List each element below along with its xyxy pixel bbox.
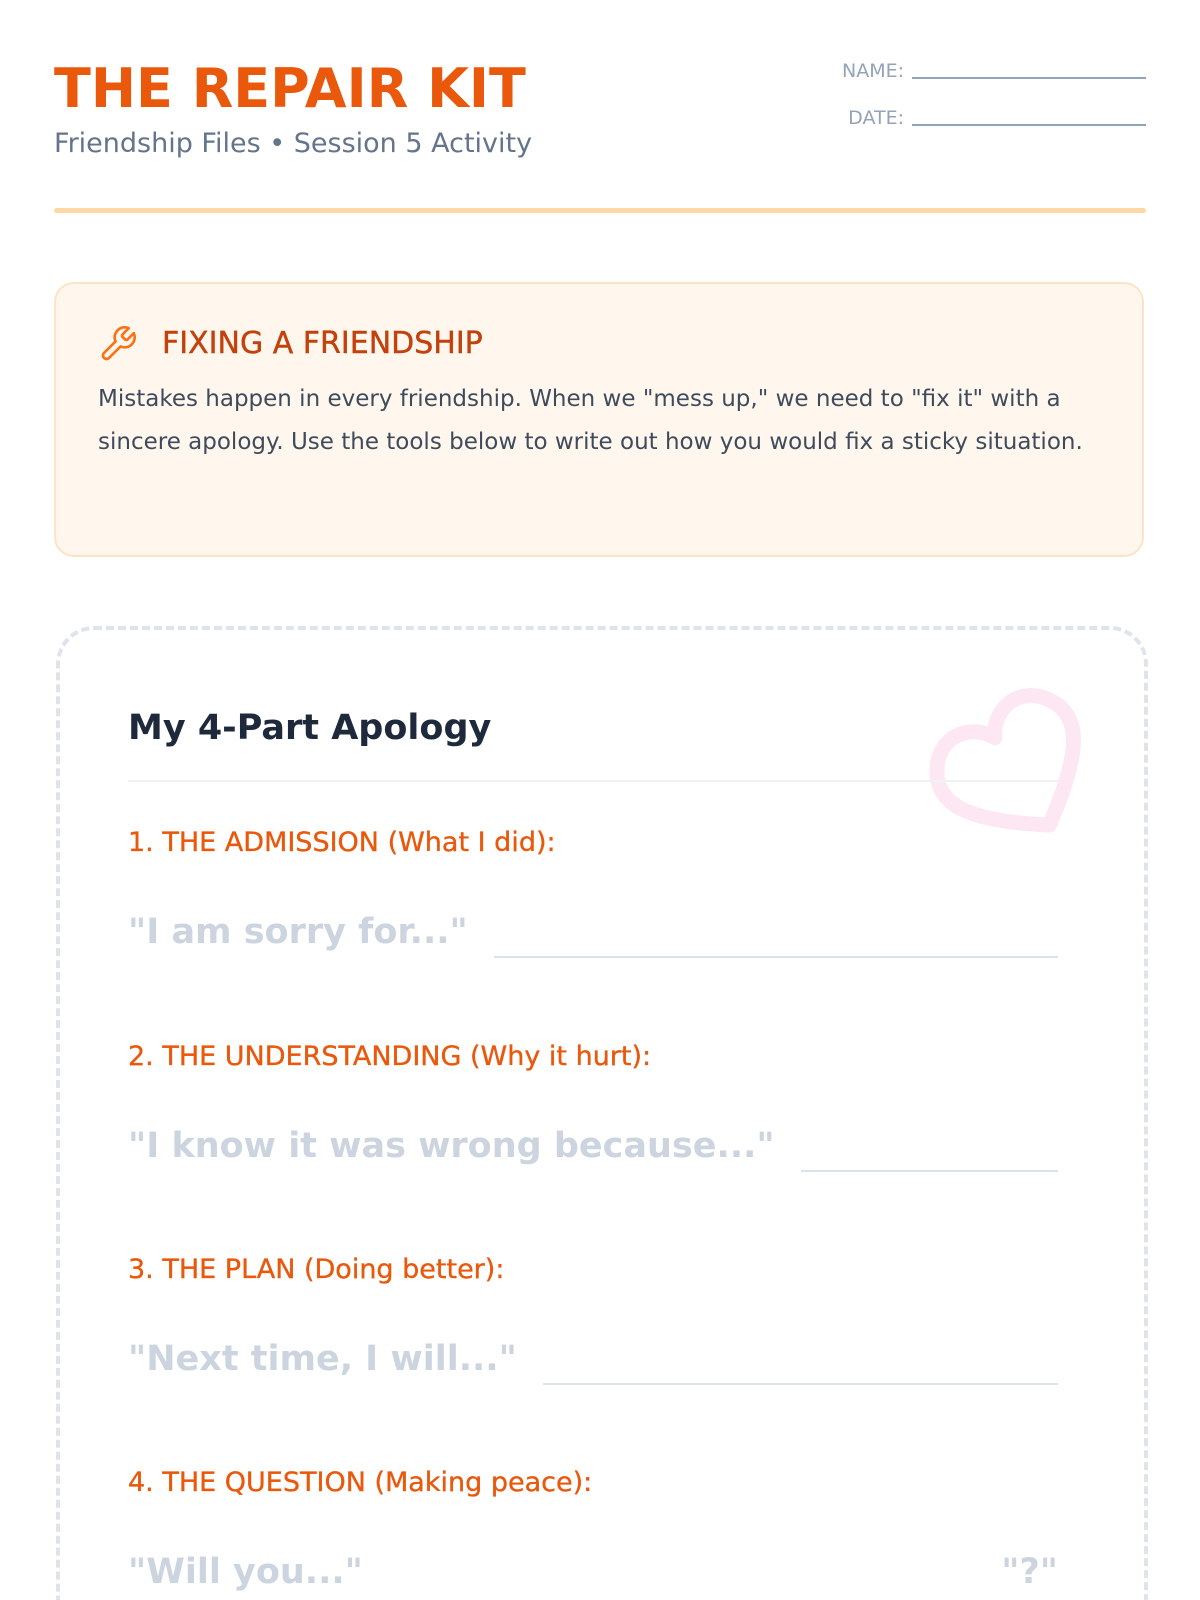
- worksheet-header: [54, 52, 1146, 212]
- page-title: THE REPAIR KIT: [54, 57, 526, 120]
- apology-title-divider: [128, 780, 1058, 782]
- apology-title: My 4-Part Apology: [128, 708, 492, 748]
- page-subtitle: Friendship Files • Session 5 Activity: [54, 128, 533, 159]
- understanding-write-line[interactable]: [801, 1170, 1058, 1172]
- name-field-row: [806, 55, 1146, 83]
- info-box-heading: [98, 324, 1100, 364]
- date-field-row: [806, 102, 1146, 130]
- apology-step-understanding: [128, 1040, 1058, 1210]
- prompt-row: [128, 904, 1058, 954]
- prompt-row: [128, 1118, 1058, 1168]
- plan-write-line[interactable]: [543, 1383, 1058, 1385]
- date-field[interactable]: [912, 122, 1146, 126]
- date-label: DATE:: [848, 107, 904, 129]
- prompt-end-mark: "?": [1001, 1552, 1058, 1592]
- apology-card: [56, 626, 1148, 1600]
- name-date-fields: [806, 55, 1146, 149]
- info-box-text: Mistakes happen in every friendship. When we "mess up," we need to "fix it" with a sincere apology. Use the tools below to write out how you would fix a sticky situation.: [98, 386, 1083, 455]
- info-box: [54, 282, 1144, 557]
- admission-write-line[interactable]: [494, 956, 1058, 958]
- name-label: NAME:: [841, 60, 904, 82]
- step-label: 3. THE PLAN (Doing better):: [128, 1254, 505, 1285]
- step-label: 1. THE ADMISSION (What I did):: [128, 827, 556, 858]
- prompt-text: "I am sorry for...": [128, 912, 468, 952]
- prompt-text: "Will you...": [128, 1552, 363, 1592]
- step-label: 2. THE UNDERSTANDING (Why it hurt):: [128, 1041, 652, 1072]
- prompt-text: "I know it was wrong because...": [128, 1126, 775, 1166]
- apology-step-question: [128, 1466, 1058, 1600]
- prompt-row: [128, 1331, 1058, 1381]
- wrench-icon: [98, 324, 138, 364]
- header-divider: [54, 208, 1146, 213]
- apology-step-plan: [128, 1253, 1058, 1423]
- apology-step-admission: [128, 826, 1058, 996]
- step-label: 4. THE QUESTION (Making peace):: [128, 1467, 593, 1498]
- name-field[interactable]: [912, 75, 1146, 79]
- prompt-row: [128, 1544, 1058, 1594]
- prompt-text: "Next time, I will...": [128, 1339, 517, 1379]
- info-box-title: FIXING A FRIENDSHIP: [162, 326, 483, 361]
